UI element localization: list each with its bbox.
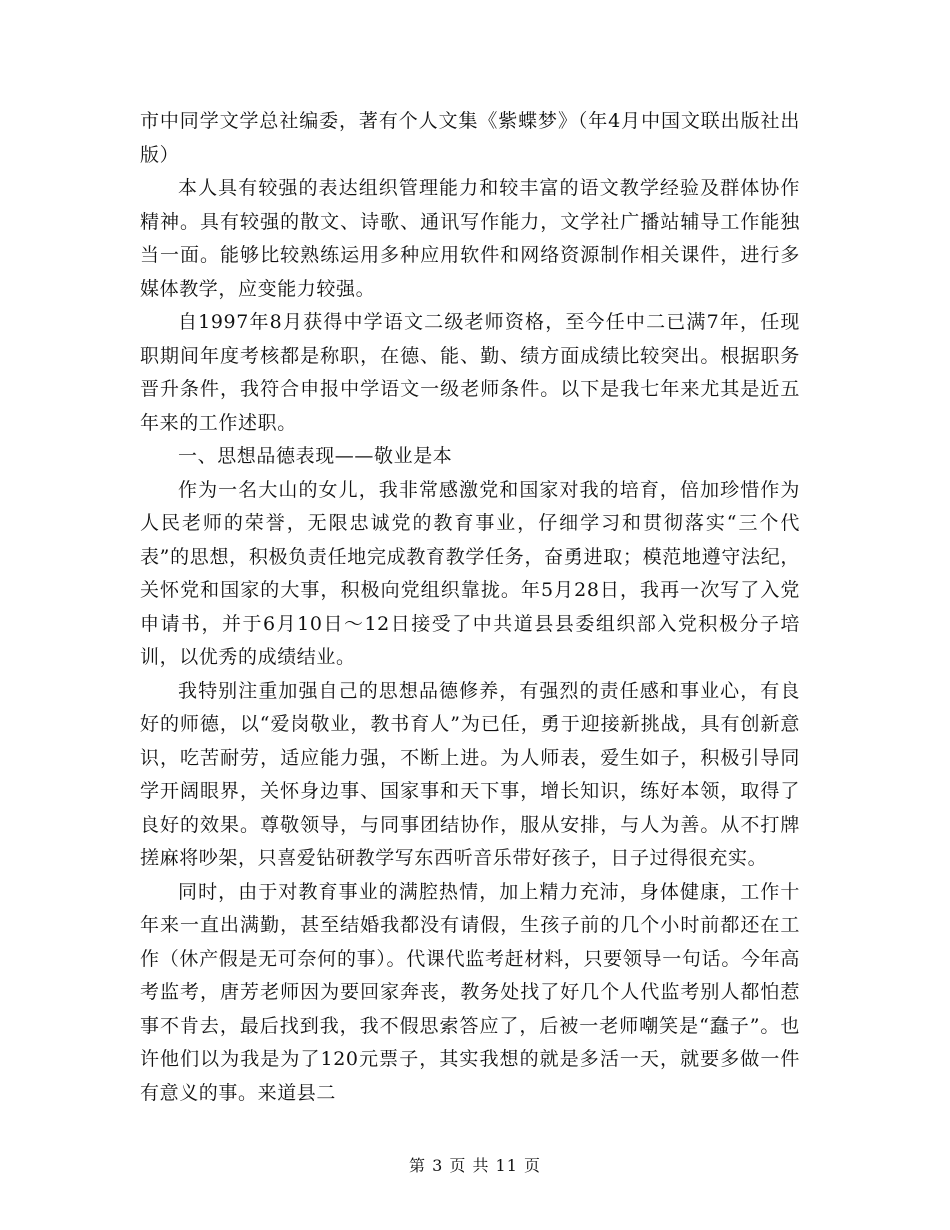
paragraph: 作为一名大山的女儿，我非常感激党和国家对我的培育，倍加珍惜作为人民老师的荣誉，无限忠诚党的教育事业，仔细学习和贯彻落实“三个代表”的思想，积极负责任地完成教育教学任务，奋勇进取；模范地遵守法纪，关怀党和国家的大事，积极向党组织靠拢。年5月28日，我再一次写了入党申请书，并于6月10日～12日接受了中共道县县委组织部入党积极分子培训，以优秀的成绩结业。 bbox=[140, 478, 800, 668]
page-label-prefix: 第 bbox=[408, 1156, 426, 1175]
total-pages-number: 11 bbox=[495, 1156, 518, 1175]
paragraph: 我特别注重加强自己的思想品德修养，有强烈的责任感和事业心，有良好的师德，以“爱岗敬业，教书育人”为已任，勇于迎接新挑战，具有创新意识，吃苦耐劳，适应能力强，不断上进。为人师表，爱生如子，积极引导同学开阔眼界，关怀身边事、国家事和天下事，增长知识，练好本领，取得了良好的效果。尊敬领导，与同事团结协作，服从安排，与人为善。从不打牌搓麻将吵架，只喜爱钻研教学写东西听音乐带好孩子，日子过得很充实。 bbox=[140, 679, 800, 869]
paragraph: 同时，由于对教育事业的满腔热情，加上精力充沛，身体健康，工作十年来一直出满勤，甚至结婚我都没有请假，生孩子前的几个小时前都还在工作（休产假是无可奈何的事）。代课代监考赶材料，只要领导一句话。今年高考监考，唐芳老师因为要回家奔丧，教务处找了好几个人代监考别人都怕惹事不肯去，最后找到我，我不假思索答应了，后被一老师嘲笑是“蠢子”。也许他们以为我是为了120元票子，其实我想的就是多活一天，就要多做一件有意义的事。来道县二 bbox=[140, 880, 800, 1104]
page-label-mid: 页 共 bbox=[449, 1156, 490, 1175]
page-footer bbox=[0, 1153, 950, 1176]
page-label-suffix: 页 bbox=[524, 1156, 542, 1175]
paragraph: 市中同学文学总社编委，著有个人文集《紫蝶梦》（年4月中国文联出版社出版） bbox=[140, 110, 800, 166]
document-body bbox=[140, 105, 800, 1110]
section-heading: 一、思想品德表现——敬业是本 bbox=[178, 445, 453, 467]
paragraph: 本人具有较强的表达组织管理能力和较丰富的语文教学经验及群体协作精神。具有较强的散文、诗歌、通讯写作能力，文学社广播站辅导工作能独当一面。能够比较熟练运用多种应用软件和网络资源制作相关课件，进行多媒体教学，应变能力较强。 bbox=[140, 177, 800, 300]
current-page-number: 3 bbox=[432, 1156, 444, 1175]
paragraph: 自1997年8月获得中学语文二级老师资格，至今任中二已满7年，任现职期间年度考核都是称职，在德、能、勤、绩方面成绩比较突出。根据职务晋升条件，我符合申报中学语文一级老师条件。以下是我七年来尤其是近五年来的工作述职。 bbox=[140, 311, 800, 434]
